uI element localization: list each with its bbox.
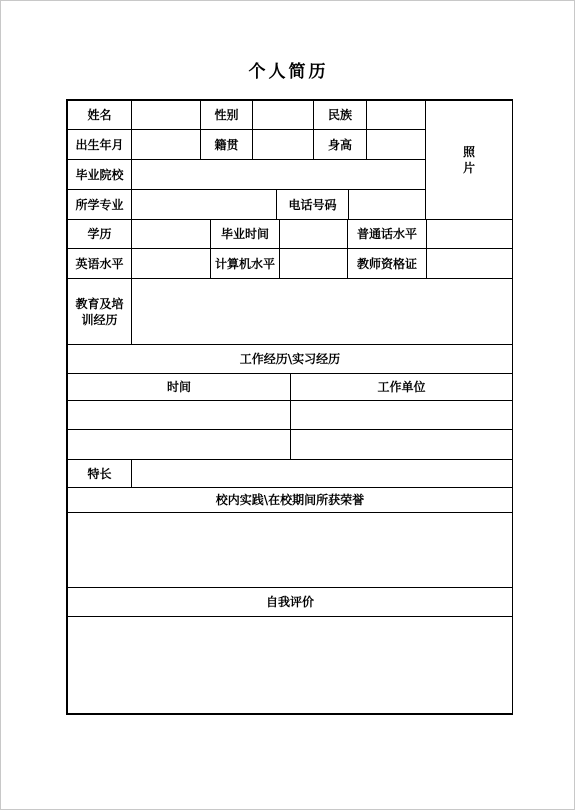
label-name: 姓名 xyxy=(67,100,132,130)
header-work-unit: 工作单位 xyxy=(290,373,513,401)
header-work-time: 时间 xyxy=(67,373,291,401)
label-grad-time: 毕业时间 xyxy=(210,219,280,249)
resume-table xyxy=(66,99,513,715)
label-computer: 计算机水平 xyxy=(210,248,280,279)
value-school[interactable] xyxy=(131,159,426,190)
label-native-place: 籍贯 xyxy=(200,129,253,160)
label-phone: 电话号码 xyxy=(276,189,349,220)
work-row-1-time[interactable] xyxy=(67,400,291,430)
work-row-2-unit[interactable] xyxy=(290,429,513,460)
section-work-experience: 工作经历\实习经历 xyxy=(67,344,513,374)
label-school: 毕业院校 xyxy=(67,159,132,190)
label-birth: 出生年月 xyxy=(67,129,132,160)
label-training xyxy=(67,278,132,345)
value-phone[interactable] xyxy=(348,189,426,220)
value-honors[interactable] xyxy=(67,512,513,588)
work-row-2-time[interactable] xyxy=(67,429,291,460)
value-english[interactable] xyxy=(131,248,211,279)
label-specialty: 特长 xyxy=(67,459,132,488)
value-height[interactable] xyxy=(366,129,426,160)
value-education[interactable] xyxy=(131,219,211,249)
value-birth[interactable] xyxy=(131,129,201,160)
label-ethnicity: 民族 xyxy=(313,100,367,130)
value-ethnicity[interactable] xyxy=(366,100,426,130)
value-native-place[interactable] xyxy=(252,129,314,160)
value-mandarin[interactable] xyxy=(426,219,513,249)
section-self-evaluation: 自我评价 xyxy=(67,587,513,617)
photo-label: 照片 xyxy=(462,145,475,175)
value-training[interactable] xyxy=(131,278,513,345)
label-teacher-cert: 教师资格证 xyxy=(347,248,427,279)
label-education: 学历 xyxy=(67,219,132,249)
value-grad-time[interactable] xyxy=(279,219,348,249)
label-major: 所学专业 xyxy=(67,189,132,220)
value-name[interactable] xyxy=(131,100,201,130)
label-gender: 性别 xyxy=(200,100,253,130)
value-gender[interactable] xyxy=(252,100,314,130)
label-mandarin: 普通话水平 xyxy=(347,219,427,249)
value-self-evaluation[interactable] xyxy=(67,616,513,714)
label-english: 英语水平 xyxy=(67,248,132,279)
value-specialty[interactable] xyxy=(131,459,513,488)
work-row-1-unit[interactable] xyxy=(290,400,513,430)
photo-box[interactable] xyxy=(425,100,513,220)
section-honors: 校内实践\在校期间所获荣誉 xyxy=(67,487,513,513)
label-height: 身高 xyxy=(313,129,367,160)
label-training-line2: 训经历 xyxy=(81,312,118,327)
value-teacher-cert[interactable] xyxy=(426,248,513,279)
resume-title: 个人简历 xyxy=(248,62,329,82)
value-major[interactable] xyxy=(131,189,277,220)
value-computer[interactable] xyxy=(279,248,348,279)
label-training-line1: 教育及培 xyxy=(75,296,124,311)
